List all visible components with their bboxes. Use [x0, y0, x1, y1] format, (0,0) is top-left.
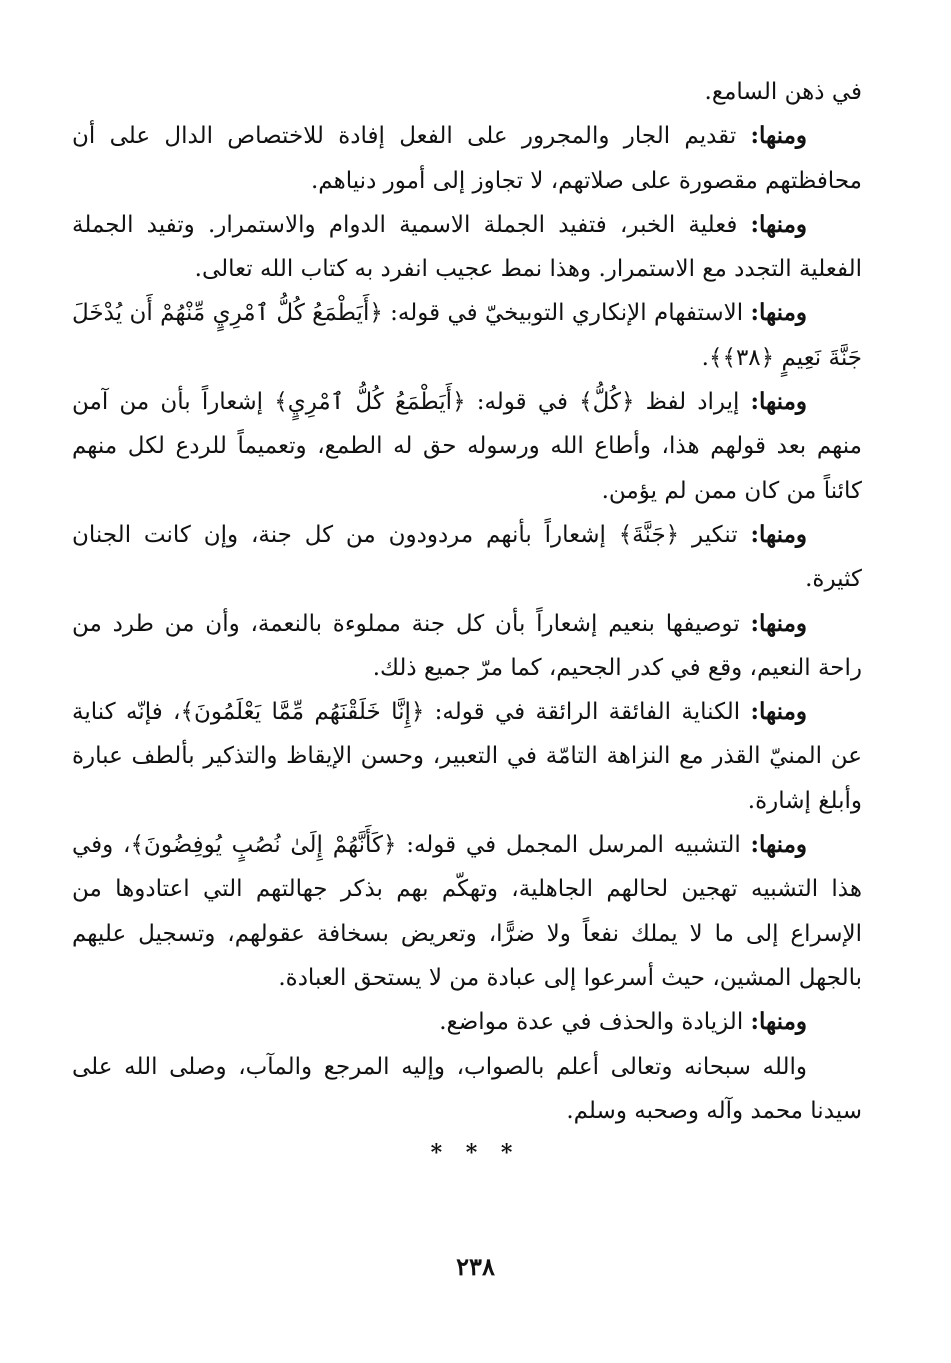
page-body: [72, 70, 862, 1133]
paragraph-closing: [72, 1045, 862, 1134]
paragraph-lead: ومنها:: [750, 609, 807, 637]
paragraph-text: تنكير ﴿جَنَّةَ﴾ إشعاراً بأنهم مردودون من كل جنة، وإن كانت الجنان كثيرة.: [72, 521, 862, 593]
paragraph-lead: ومنها:: [750, 122, 807, 150]
paragraph-description: [72, 602, 862, 691]
paragraph-lead: ومنها:: [750, 831, 807, 859]
paragraph-metonymy: [72, 690, 862, 823]
paragraph-text: الكناية الفائقة الرائقة في قوله: ﴿إِنَّا خَلَقْنَهُم مِّمَّا يَعْلَمُونَ﴾، فإنّه كناية عن المنيّ القذر مع النزاهة التامّة في التعبير، وحسن الإيقاظ والتذكير بألطف عبارة وأبلغ إشارة.: [72, 699, 862, 814]
paragraph-text: والله سبحانه وتعالى أعلم بالصواب، وإليه المرجع والمآب، وصلى الله على سيدنا محمد وآله وصحبه وسلم.: [72, 1053, 862, 1124]
paragraph-indefinite: [72, 513, 862, 602]
paragraph-lead: ومنها:: [750, 388, 807, 416]
section-divider: * * *: [430, 1140, 521, 1166]
paragraph-addition-deletion: [72, 1000, 862, 1044]
paragraph-text: تقديم الجار والمجرور على الفعل إفادة للاختصاص الدال على أن محافظتهم مقصورة على صلاتهم، لا تجاوز إلى أمور دنياهم.: [72, 123, 862, 194]
paragraph-preposing: [72, 114, 862, 203]
paragraph-lead: ومنها:: [750, 1008, 807, 1036]
paragraph-continuation: [72, 70, 862, 114]
paragraph-text: فعلية الخبر، فتفيد الجملة الاسمية الدوام والاستمرار. وتفيد الجملة الفعلية التجدد مع الاستمرار. وهذا نمط عجيب انفرد به كتاب الله تعالى.: [72, 211, 862, 283]
paragraph-kull: [72, 380, 862, 513]
paragraph-text: التشبيه المرسل المجمل في قوله: ﴿كَأَنَّهُمْ إِلَىٰ نُصُبٍ يُوفِضُونَ﴾، وفي هذا التشبيه تهجين لحالهم الجاهلية، وتهكّم بهم بذكر جهالتهم التي اعتادوها من الإسراع إلى ما لا يملك نفعاً ولا ضرًّا، وتعريض بسخافة عقولهم، وتسجيل عليهم بالجهل المشين، حيث أسرعوا إلى عبادة من لا يستحق العبادة.: [72, 832, 862, 991]
paragraph-lead: ومنها:: [750, 210, 807, 238]
paragraph-text: إيراد لفظ ﴿كُلُّ﴾ في قوله: ﴿أَيَطْمَعُ كُلُّ ٱمْرِيٍ﴾ إشعاراً بأن من آمن منهم بعد قولهم هذا، وأطاع الله ورسوله حق له الطمع، وتعميماً للردع لكل منهم كائناً من كان ممن لم يؤمن.: [72, 389, 862, 504]
paragraph-interrogative: [72, 291, 862, 380]
paragraph-lead: ومنها:: [750, 299, 807, 327]
paragraph-text: الزيادة والحذف في عدة مواضع.: [439, 1009, 751, 1036]
paragraph-verbal-predicate: [72, 203, 862, 292]
paragraph-text: في ذهن السامع.: [704, 79, 862, 105]
paragraph-simile: [72, 823, 862, 1000]
paragraph-text: توصيفها بنعيم إشعاراً بأن كل جنة مملوءة بالنعمة، وأن من طرد من راحة النعيم، وقع في كدر الجحيم، كما مرّ جميع ذلك.: [72, 610, 862, 681]
paragraph-lead: ومنها:: [750, 698, 807, 726]
page-number: ٢٣٨: [456, 1252, 495, 1281]
paragraph-lead: ومنها:: [750, 520, 807, 548]
paragraph-text: الاستفهام الإنكاري التوبيخيّ في قوله: ﴿أَيَطْمَعُ كُلُّ ٱمْرِيٍ مِّنْهُمْ أَن يُدْخَلَ جَنَّةَ نَعِيمٍ ﴿٣٨﴾﴾.: [72, 300, 862, 371]
